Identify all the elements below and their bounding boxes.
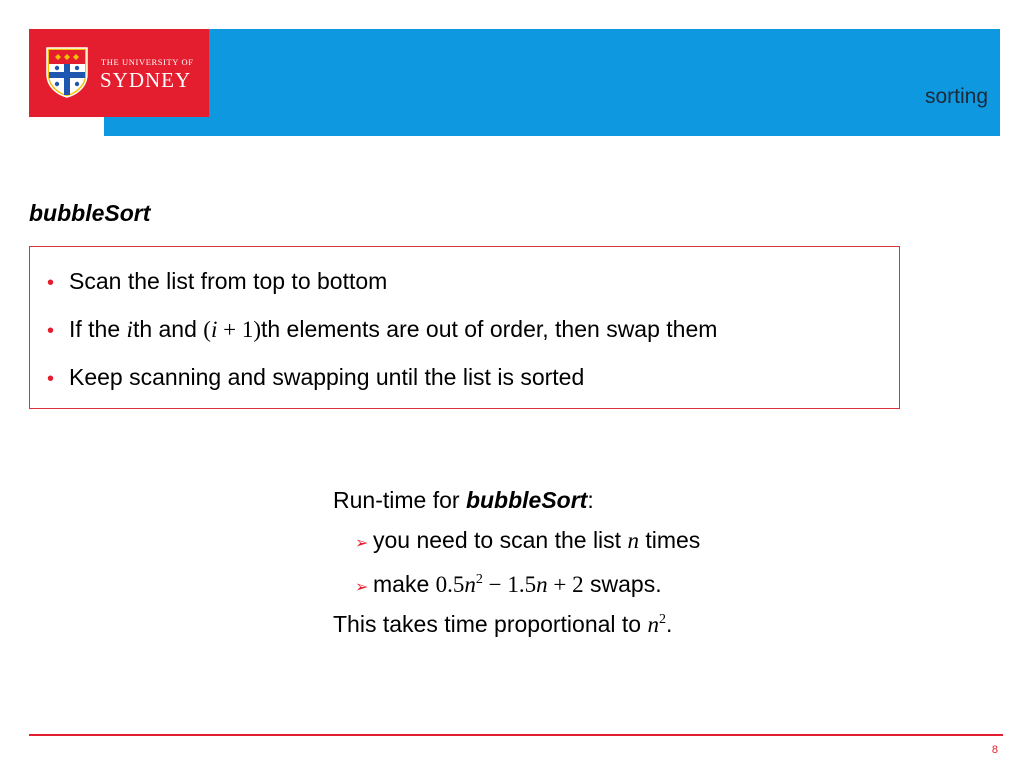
bullet-text-part: th elements are out of order, then swap them [260, 316, 718, 342]
runtime-text: make [373, 571, 436, 597]
page-number: 8 [991, 744, 998, 756]
math-exponent: 2 [658, 612, 666, 627]
slide-heading: bubbleSort [29, 200, 151, 226]
bullet-item [47, 305, 899, 353]
math-variable: n [627, 528, 639, 553]
runtime-text: you need to scan the list [373, 527, 628, 553]
bullet-dot-icon: • [47, 368, 55, 390]
math-expression: − 1.5 [482, 572, 537, 597]
header-band [104, 29, 1000, 136]
math-expression: ( [203, 317, 211, 342]
university-crest-icon [45, 46, 89, 98]
runtime-text: . [665, 611, 673, 637]
arrow-marker-icon: ➢ [355, 579, 369, 596]
math-expression: 0.5 [435, 572, 465, 597]
bullet-text [69, 305, 717, 354]
logo-text-big: SYDNEY [100, 68, 192, 92]
logo-text-small: THE UNIVERSITY OF [101, 57, 194, 67]
university-logo [29, 29, 209, 117]
bullet-item [47, 353, 899, 401]
math-variable: i [210, 317, 218, 342]
footer-rule [29, 734, 1003, 736]
bullet-text: Scan the list from top to bottom [69, 268, 388, 294]
runtime-text: swaps. [583, 571, 662, 597]
bullet-text: Keep scanning and swapping until the list is sorted [69, 364, 585, 390]
bullet-text-part: th and [132, 316, 204, 342]
runtime-text: : [587, 487, 594, 513]
runtime-block [333, 480, 700, 640]
runtime-sub-text [373, 520, 700, 561]
bullet-box [29, 246, 900, 409]
runtime-conclusion [333, 600, 700, 640]
math-variable: n [464, 572, 476, 597]
runtime-sub-text [373, 560, 662, 605]
math-expression: + 1) [217, 317, 261, 342]
math-exponent: 2 [475, 572, 483, 587]
runtime-intro [333, 480, 700, 520]
runtime-emphasis: bubbleSort [465, 487, 588, 513]
math-variable: n [647, 612, 659, 637]
runtime-text: This takes time proportional to [333, 611, 648, 637]
math-expression: + 2 [547, 572, 584, 597]
section-title: sorting [924, 85, 988, 108]
runtime-text: times [638, 527, 701, 553]
runtime-text: Run-time for [333, 487, 466, 513]
bullet-dot-icon: • [47, 320, 55, 342]
arrow-marker-icon: ➢ [355, 535, 369, 552]
math-variable: n [536, 572, 548, 597]
math-variable: i [126, 317, 133, 342]
bullet-text-part: If the [69, 316, 127, 342]
runtime-sub-item [333, 520, 700, 560]
bullet-dot-icon: • [47, 272, 55, 294]
runtime-sub-item [333, 560, 700, 600]
bullet-item [47, 257, 899, 305]
